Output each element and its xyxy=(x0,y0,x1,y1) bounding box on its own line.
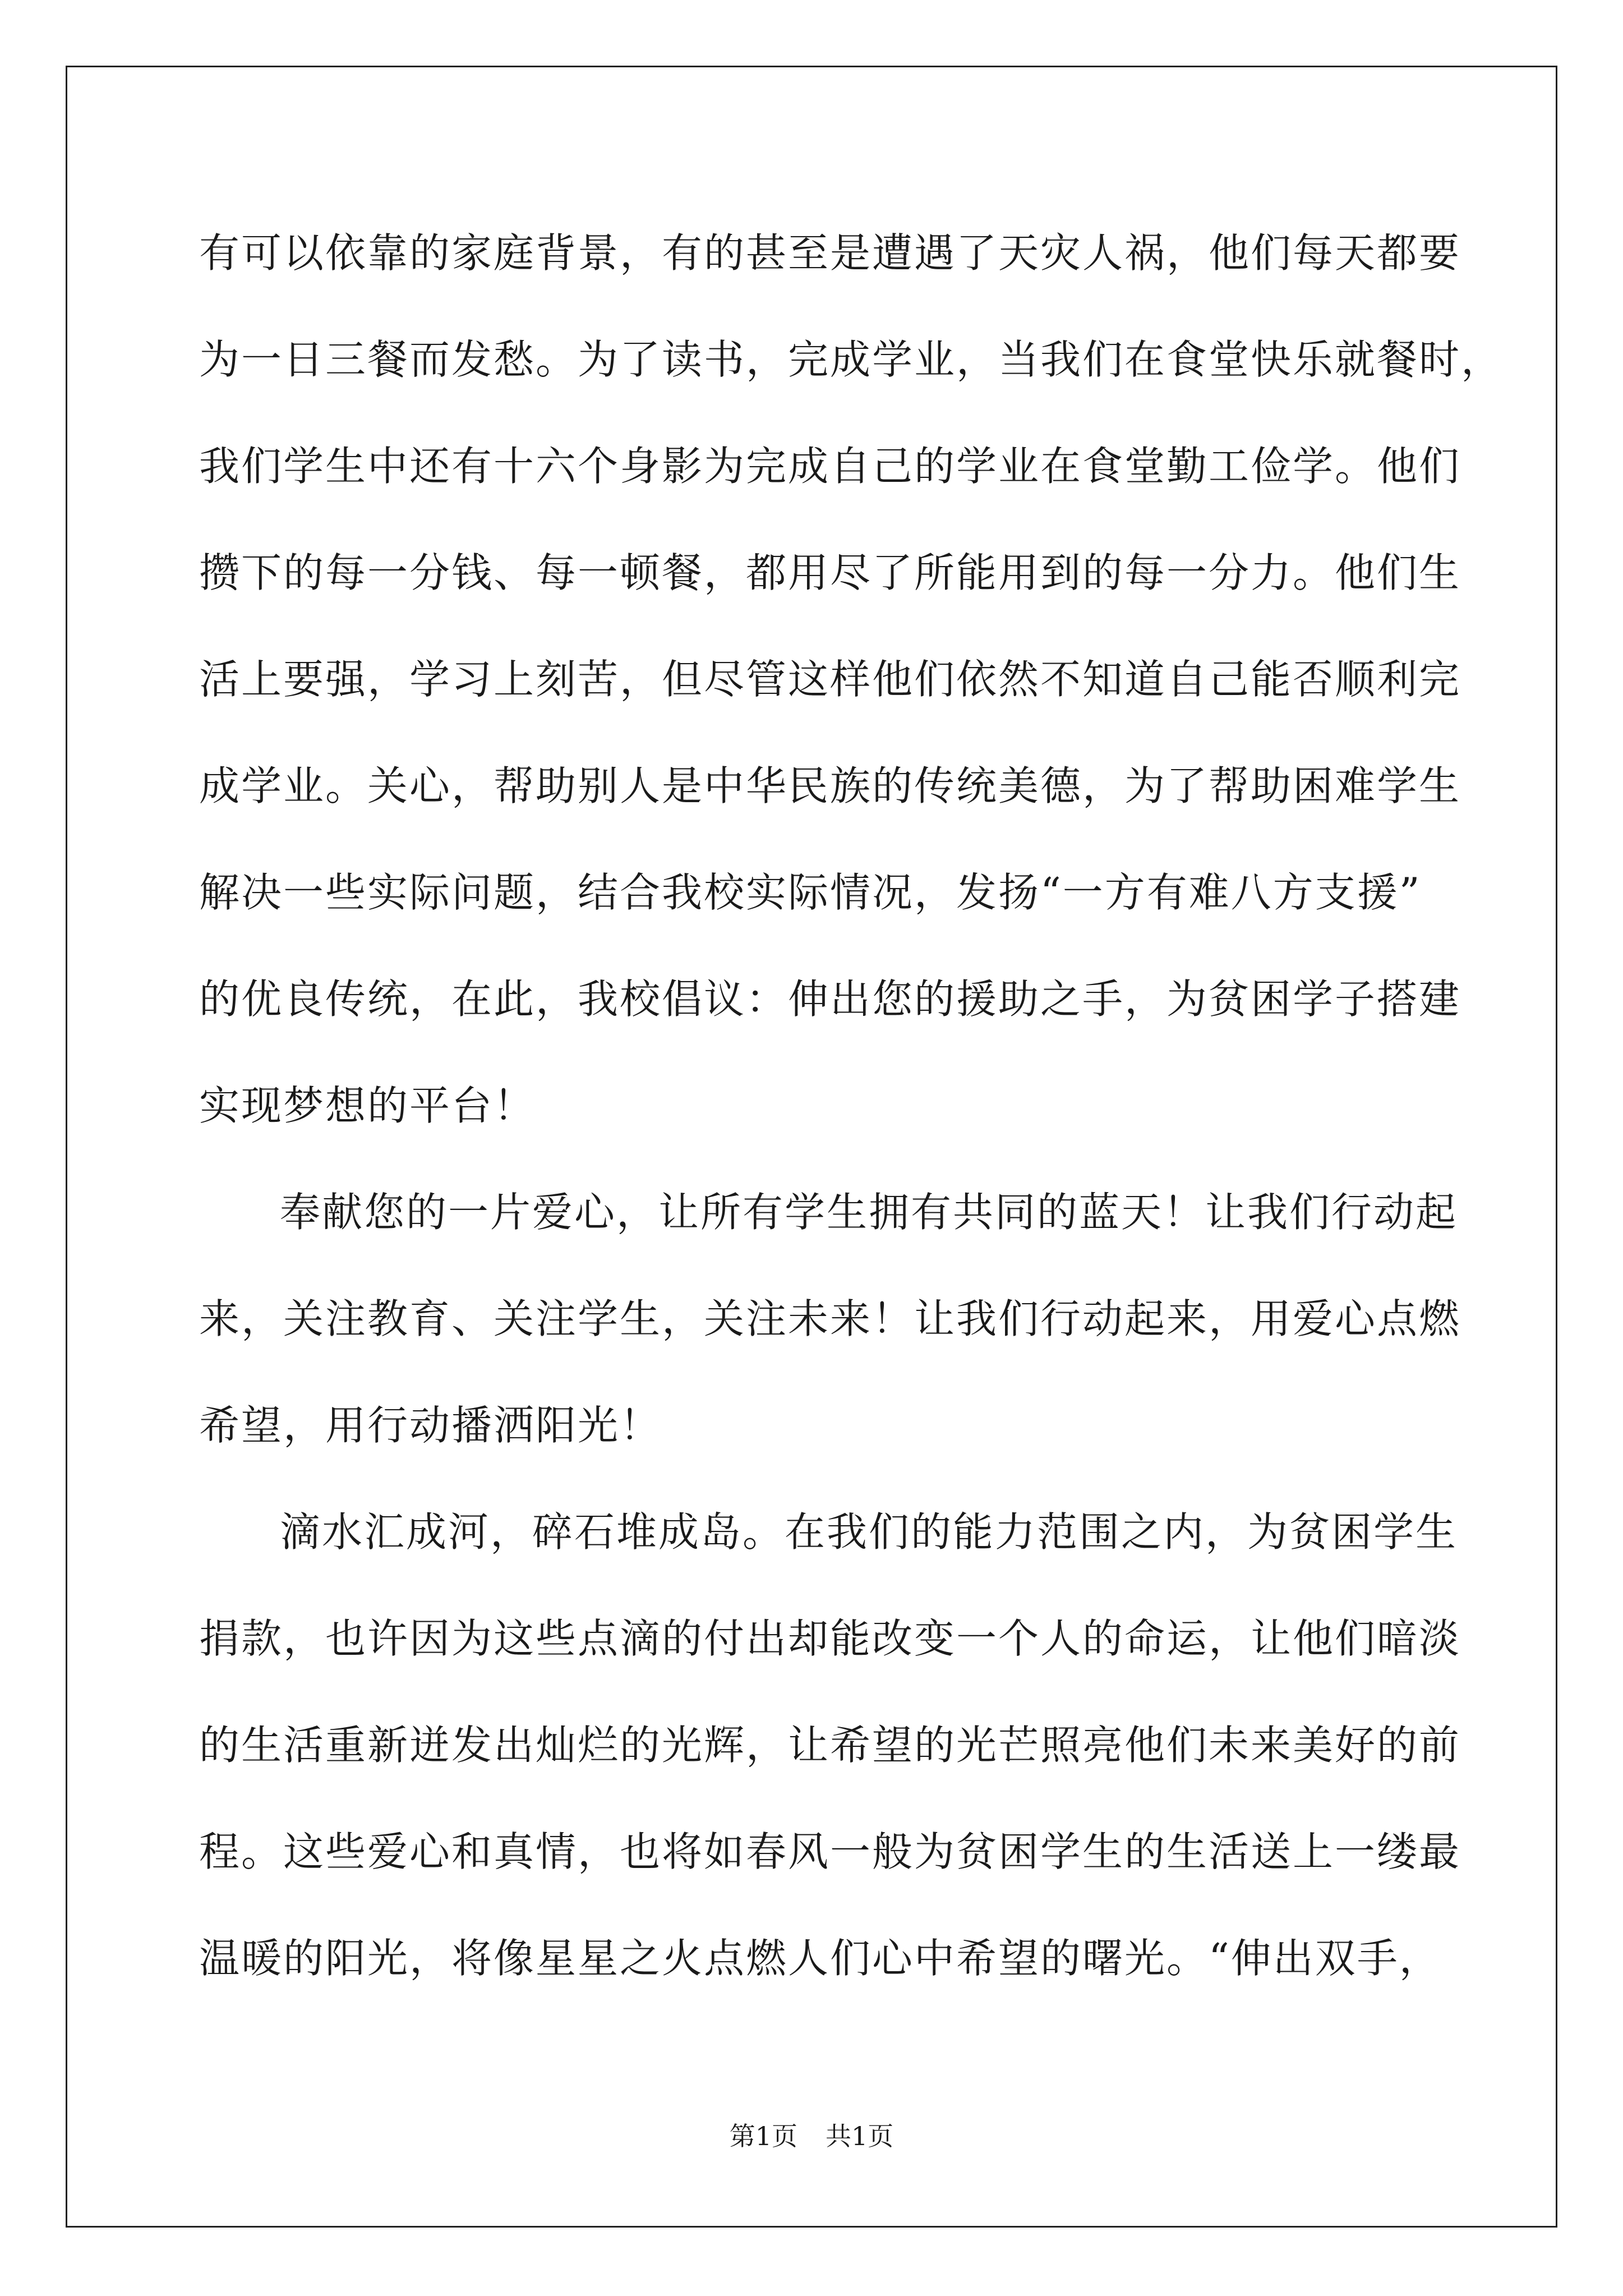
text-line: 程。这些爱心和真情，也将如春风一般为贫困学生的生活送上一缕最 xyxy=(199,1828,1461,1875)
text-line: 活上要强，学习上刻苦，但尽管这样他们依然不知道自己能否顺利完 xyxy=(199,656,1461,703)
document-body xyxy=(199,200,1504,2012)
text-line: 的优良传统，在此，我校倡议：伸出您的援助之手，为贫困学子搭建 xyxy=(199,976,1461,1023)
text-line: 来，关注教育、关注学生，关注未来！让我们行动起来，用爱心点燃 xyxy=(199,1295,1461,1342)
page-total: 共1页 xyxy=(826,2121,894,2151)
text-line: 成学业。关心，帮助别人是中华民族的传统美德，为了帮助困难学生 xyxy=(199,762,1461,809)
text-line: 为一日三餐而发愁。为了读书，完成学业，当我们在食堂快乐就餐时， xyxy=(199,336,1504,383)
text-line: 攒下的每一分钱、每一顿餐，都用尽了所能用到的每一分力。他们生 xyxy=(199,549,1461,596)
text-line: 的生活重新迸发出灿烂的光辉，让希望的光芒照亮他们未来美好的前 xyxy=(199,1722,1461,1769)
paragraph-first-line: 奉献您的一片爱心，让所有学生拥有共同的蓝天！让我们行动起 xyxy=(280,1189,1458,1236)
text-line: 有可以依靠的家庭背景，有的甚至是遭遇了天灾人祸，他们每天都要 xyxy=(199,229,1461,277)
paragraph-first-line: 滴水汇成河，碎石堆成岛。在我们的能力范围之内，为贫困学生 xyxy=(280,1508,1458,1556)
text-line: 捐款，也许因为这些点滴的付出却能改变一个人的命运，让他们暗淡 xyxy=(199,1615,1461,1662)
text-line: 温暖的阳光，将像星星之火点燃人们心中希望的曙光。“伸出双手， xyxy=(199,1935,1441,1982)
page-footer xyxy=(0,2119,1623,2153)
page-number: 第1页 xyxy=(729,2121,797,2151)
text-line: 希望，用行动播洒阳光！ xyxy=(199,1402,662,1449)
text-line: 我们学生中还有十六个身影为完成自己的学业在食堂勤工俭学。他们 xyxy=(199,443,1461,490)
text-line: 实现梦想的平台！ xyxy=(199,1082,536,1129)
text-line: 解决一些实际问题，结合我校实际情况，发扬“一方有难八方支援” xyxy=(199,869,1422,916)
